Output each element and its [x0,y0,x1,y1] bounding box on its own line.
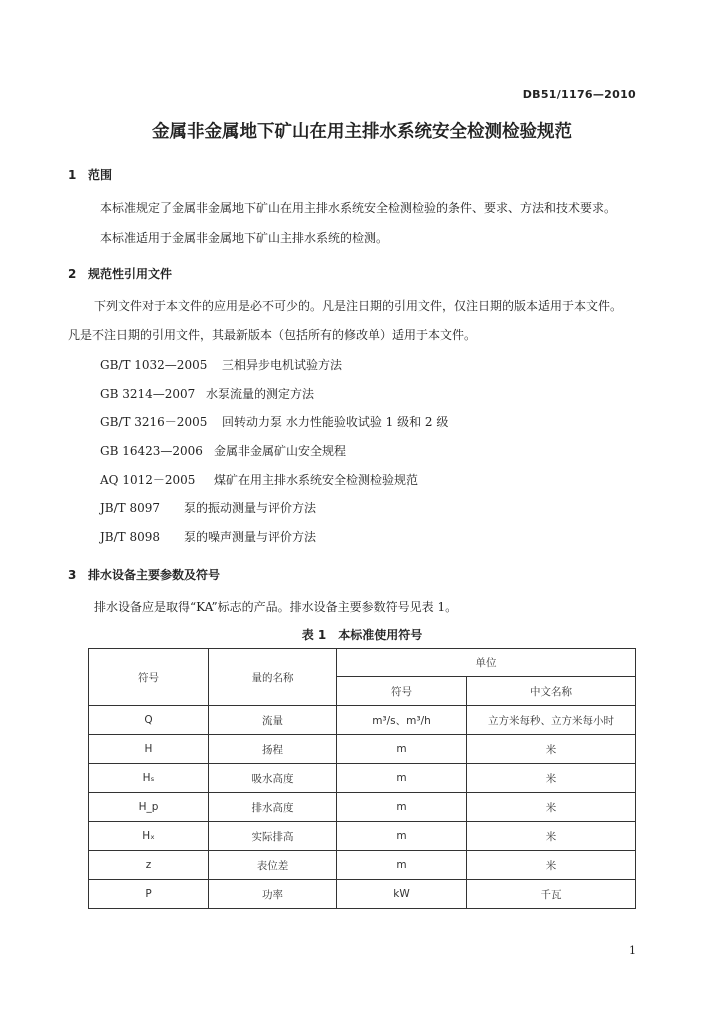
cell-name: 扬程 [209,735,337,764]
table-caption: 表 1 本标准使用符号 [301,628,423,642]
reference-title: 泵的噪声测量与评价方法 [184,530,317,544]
references-intro-line-2: 凡是不注日期的引用文件，其最新版本（包括所有的修改单）适用于本文件。 [68,328,477,342]
cell-unit-symbol: m [337,793,467,822]
reference-code: AQ 1012－2005 [100,473,196,487]
table-row [89,851,636,880]
section-number: 2 [68,267,77,281]
cell-unit-symbol: m [337,764,467,793]
section-title: 排水设备主要参数及符号 [88,568,221,582]
cell-name: 吸水高度 [209,764,337,793]
cell-unit-name: 米 [467,851,636,880]
reference-title: 三相异步电机试验方法 [222,358,343,372]
table-row [89,880,636,909]
table-row [89,764,636,793]
references-intro-line-1: 下列文件对于本文件的应用是必不可少的。凡是注日期的引用文件，仅注日期的版本适用于本文件。 [94,299,623,313]
header-symbol: 符号 [89,649,209,706]
section-number: 3 [68,568,77,582]
scope-paragraph-1: 本标准规定了金属非金属地下矿山在用主排水系统安全检测检验的条件、要求、方法和技术要求。 [100,201,617,215]
reference-code: GB/T 1032—2005 [100,358,208,372]
reference-code: JB/T 8098 [100,530,161,544]
cell-unit-symbol: m [337,822,467,851]
cell-symbol: Q [89,706,209,735]
table-row [89,793,636,822]
reference-code: GB/T 3216－2005 [100,415,208,429]
cell-unit-name: 米 [467,793,636,822]
header-quantity-name: 量的名称 [209,649,337,706]
cell-name: 功率 [209,880,337,909]
cell-unit-name: 米 [467,764,636,793]
cell-symbol: Hₛ [89,764,209,793]
reference-item [100,528,316,545]
cell-unit-symbol: m [337,851,467,880]
header-unit: 单位 [337,649,636,677]
reference-item [100,385,314,402]
table-row [89,735,636,764]
section-title: 范围 [88,168,113,182]
section-2-heading [68,265,172,282]
cell-name: 表位差 [209,851,337,880]
reference-item [100,413,448,430]
reference-title: 回转动力泵 水力性能验收试验 1 级和 2 级 [222,415,449,429]
reference-code: JB/T 8097 [100,501,161,515]
symbol-table [88,648,636,909]
cell-name: 实际排高 [209,822,337,851]
cell-unit-symbol: m [337,735,467,764]
reference-code: GB 3214—2007 [100,387,196,401]
cell-unit-name: 米 [467,822,636,851]
cell-unit-symbol: kW [337,880,467,909]
reference-title: 泵的振动测量与评价方法 [184,501,317,515]
table-row [89,706,636,735]
document-title: 金属非金属地下矿山在用主排水系统安全检测检验规范 [152,122,572,142]
scope-paragraph-2: 本标准适用于金属非金属地下矿山主排水系统的检测。 [100,231,389,245]
section-3-heading [68,566,220,583]
equipment-paragraph: 排水设备应是取得“KA”标志的产品。排水设备主要参数符号见表 1。 [94,600,458,614]
reference-item [100,471,418,488]
cell-symbol: Hₓ [89,822,209,851]
cell-unit-name: 立方米每秒、立方米每小时 [467,706,636,735]
cell-unit-name: 千瓦 [467,880,636,909]
section-title: 规范性引用文件 [88,267,173,281]
cell-name: 流量 [209,706,337,735]
section-1-heading [68,166,112,183]
reference-item [100,499,316,516]
cell-symbol: H [89,735,209,764]
cell-unit-name: 米 [467,735,636,764]
reference-item [100,442,346,459]
header-unit-symbol: 符号 [337,677,467,706]
section-number: 1 [68,168,77,182]
reference-item [100,356,342,373]
standard-code: DB51/1176—2010 [522,88,636,101]
cell-name: 排水高度 [209,793,337,822]
reference-title: 煤矿在用主排水系统安全检测检验规范 [214,473,419,487]
reference-title: 水泵流量的测定方法 [206,387,315,401]
table-row [89,822,636,851]
reference-title: 金属非金属矿山安全规程 [214,444,347,458]
page-number: 1 [629,944,636,957]
header-unit-chinese-name: 中文名称 [467,677,636,706]
cell-symbol: H_p [89,793,209,822]
cell-symbol: z [89,851,209,880]
table-header-row [89,649,636,677]
cell-symbol: P [89,880,209,909]
reference-code: GB 16423—2006 [100,444,203,458]
cell-unit-symbol: m³/s、m³/h [337,706,467,735]
